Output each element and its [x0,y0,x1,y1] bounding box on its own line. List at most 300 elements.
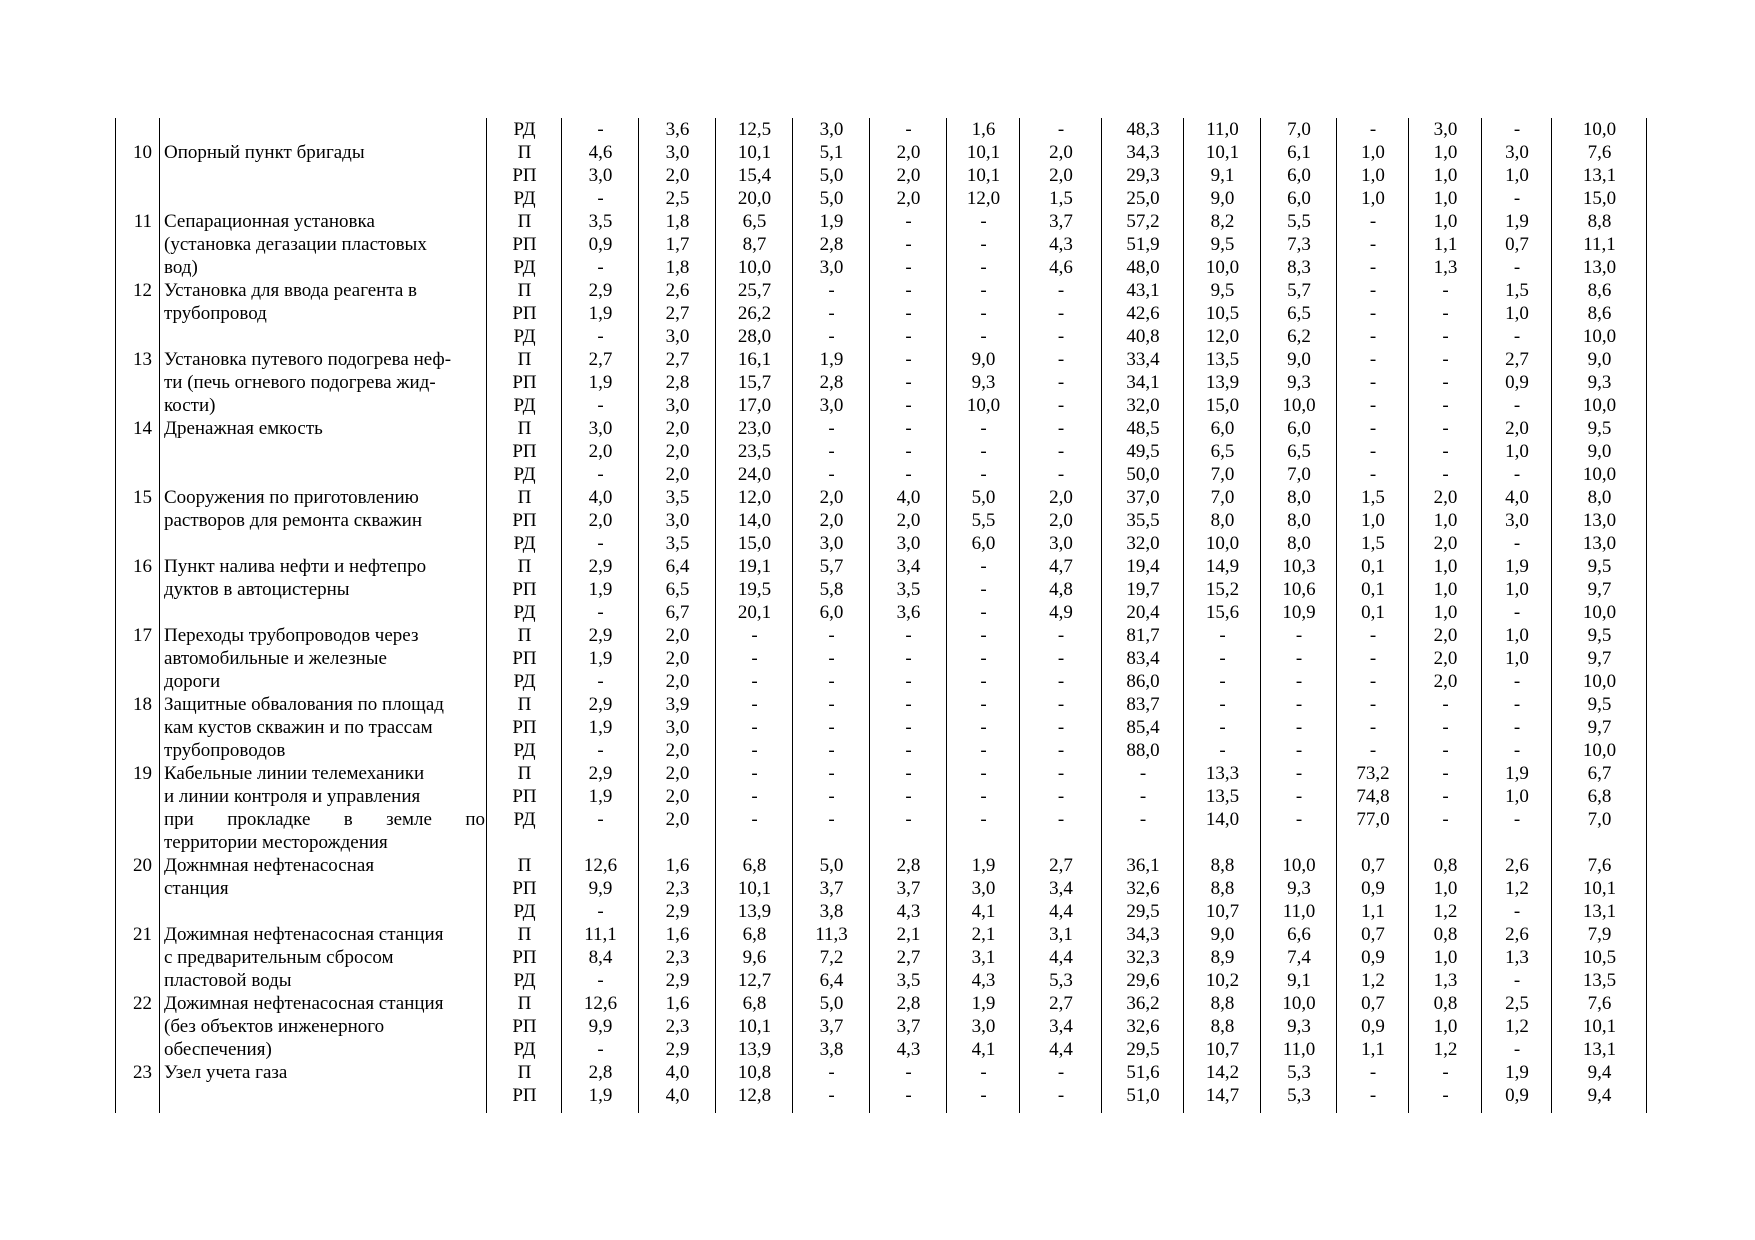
table-row [116,969,1647,992]
value-cell: 51,0 [1126,1085,1160,1106]
value-cell: - [751,648,758,669]
value-cell: - [1513,717,1521,738]
record-type: П [517,625,532,646]
value-cell: 1,6 [971,119,996,140]
value-cell: - [597,119,604,140]
value-cell: 10,1 [966,142,1001,163]
value-cell: - [828,694,835,715]
value-cell: 1,0 [1433,878,1458,899]
record-type: П [517,694,532,715]
value-cell: 1,9 [1505,763,1529,784]
value-cell: - [905,395,912,416]
value-cell: 3,0 [665,142,690,163]
value-cell: 81,7 [1126,625,1160,646]
value-cell: - [1442,694,1449,715]
value-cell: 1,9 [971,855,996,876]
value-cell: 2,3 [665,947,690,968]
value-cell: 1,0 [1433,579,1458,600]
row-number [116,118,160,141]
table-row [116,1084,1647,1107]
value-cell: - [828,1085,835,1106]
value-cell: - [1513,901,1521,922]
value-cell: 10,1 [966,165,1001,186]
value-cell: - [1513,1039,1521,1060]
value-cell: - [1057,326,1065,347]
object-name: Узел учета газа [164,1062,288,1083]
value-cell: - [1369,441,1377,462]
value-cell: 2,0 [588,510,613,531]
object-name: Пункт налива нефти и нефтепро [164,556,427,577]
value-cell: - [1513,257,1521,278]
value-cell: - [905,326,912,347]
value-cell: - [597,970,604,991]
value-cell: 2,0 [1433,625,1458,646]
object-name [160,1084,487,1107]
value-cell: 5,3 [1287,1085,1311,1106]
object-name [160,164,487,187]
data-table [116,118,1647,1113]
value-cell: 2,0 [665,648,690,669]
record-type: РД [513,119,536,140]
value-cell: - [980,211,987,232]
row-number [116,302,160,325]
value-cell: 10,5 [1582,947,1617,968]
row-number: 13 [133,349,152,370]
value-cell: 7,3 [1287,234,1311,255]
value-cell: - [1295,625,1303,646]
value-cell: 11,1 [1583,234,1616,255]
row-number [116,509,160,532]
row-number: 19 [133,763,152,784]
value-cell: - [1369,119,1377,140]
value-cell: - [1442,303,1449,324]
value-cell: 10,7 [1205,901,1240,922]
value-cell: - [1369,211,1377,232]
value-cell: 9,3 [1287,1016,1311,1037]
value-cell: 3,0 [819,533,844,554]
value-cell: - [980,280,987,301]
table-row [116,118,1647,141]
value-cell: 1,9 [588,717,613,738]
record-type: П [517,280,532,301]
object-name: и линии контроля и управления [164,786,421,807]
value-cell: - [1513,809,1521,830]
row-number [116,969,160,992]
value-cell: - [980,694,987,715]
value-cell: 85,4 [1126,717,1160,738]
value-cell: 2,8 [896,993,921,1014]
value-cell: 33,4 [1126,349,1160,370]
value-cell: 5,0 [819,165,844,186]
value-cell: 3,4 [1049,878,1073,899]
value-cell [1184,831,1261,854]
value-cell: - [1442,326,1449,347]
value-cell: - [1369,326,1377,347]
row-number [116,325,160,348]
value-cell: 8,8 [1210,878,1235,899]
value-cell: 5,0 [819,188,844,209]
value-cell: 0,1 [1361,556,1385,577]
value-cell: - [905,464,912,485]
value-cell: - [597,533,604,554]
value-cell: 9,5 [1210,280,1235,301]
value-cell: - [1219,648,1226,669]
value-cell: 10,9 [1282,602,1316,623]
value-cell: - [980,579,987,600]
object-name: (установка дегазации пластовых [164,234,427,255]
value-cell: - [1139,763,1147,784]
value-cell: 3,0 [971,1016,996,1037]
value-cell: 36,1 [1126,855,1160,876]
value-cell: 0,8 [1433,993,1458,1014]
value-cell: - [980,556,987,577]
row-number [116,601,160,624]
value-cell: 1,0 [1433,142,1458,163]
row-number [116,716,160,739]
row-number: 11 [133,211,152,232]
record-type: РД [513,326,536,347]
table-row [116,762,1647,785]
value-cell: 34,3 [1126,142,1160,163]
value-cell: - [1442,372,1449,393]
value-cell: - [751,809,758,830]
object-name: трубопроводов [164,740,286,761]
value-cell: 9,0 [1210,188,1235,209]
value-cell: 1,3 [1505,947,1529,968]
value-cell: 3,0 [1505,142,1529,163]
value-cell: 15,0 [737,533,772,554]
value-cell: 1,3 [1433,257,1458,278]
object-name: Установка путевого подогрева неф- [164,349,452,370]
value-cell: 1,0 [1433,188,1458,209]
value-cell: 3,5 [665,487,690,508]
value-cell: - [980,303,987,324]
value-cell: 2,0 [665,763,690,784]
value-cell: 11,3 [815,924,848,945]
value-cell: 2,0 [665,441,690,462]
value-cell: - [1057,119,1065,140]
value-cell: - [1057,464,1065,485]
value-cell: 13,9 [737,1039,772,1060]
record-type: П [517,418,532,439]
value-cell: - [1513,533,1521,554]
value-cell: 13,1 [1582,1039,1617,1060]
value-cell: - [905,211,912,232]
value-cell [1552,831,1647,854]
value-cell: - [1369,648,1377,669]
value-cell: 4,3 [896,901,921,922]
value-cell: - [1369,671,1377,692]
object-name: территории месторождения [164,832,388,853]
table-row [116,992,1647,1015]
value-cell: 15,7 [737,372,772,393]
table-row [116,348,1647,371]
value-cell: 1,0 [1505,579,1529,600]
record-type: П [517,855,532,876]
value-cell: - [597,188,604,209]
value-cell: - [828,809,835,830]
value-cell: 1,8 [665,257,690,278]
record-type: РД [513,188,536,209]
record-type: РП [512,878,537,899]
value-cell: 9,3 [1287,372,1311,393]
value-cell: 1,1 [1433,234,1458,255]
table-row [116,900,1647,923]
value-cell: - [1219,671,1226,692]
object-name: Дожнмная нефтенасосная [164,855,375,876]
value-cell: - [1057,648,1065,669]
value-cell: 32,0 [1126,533,1160,554]
value-cell: 3,0 [588,165,613,186]
value-cell: 9,0 [971,349,996,370]
value-cell: 12,0 [737,487,772,508]
table-row [116,578,1647,601]
table-row [116,417,1647,440]
value-cell: 1,0 [1505,625,1529,646]
value-cell: - [597,326,604,347]
record-type: РП [512,947,537,968]
row-number: 14 [133,418,152,439]
value-cell: 2,0 [896,510,921,531]
value-cell: 15,6 [1205,602,1240,623]
value-cell: 35,5 [1126,510,1160,531]
object-name: дороги [164,671,221,692]
value-cell: - [905,694,912,715]
value-cell [1261,831,1337,854]
record-type [487,831,562,854]
record-type: РД [513,970,536,991]
value-cell: 2,5 [1505,993,1529,1014]
row-number [116,532,160,555]
value-cell: 2,9 [665,1039,690,1060]
row-number: 22 [133,993,152,1014]
value-cell: 5,0 [819,993,844,1014]
value-cell: - [1513,602,1521,623]
value-cell: 15,0 [1205,395,1240,416]
value-cell: 10,0 [966,395,1001,416]
value-cell: 13,5 [1582,970,1617,991]
value-cell: 10,2 [1205,970,1240,991]
value-cell: 3,0 [819,119,844,140]
value-cell: 4,0 [665,1062,690,1083]
value-cell: - [905,763,912,784]
value-cell: - [905,648,912,669]
value-cell: 3,5 [896,970,921,991]
value-cell: - [597,901,604,922]
value-cell: 2,9 [588,280,613,301]
value-cell: 3,0 [1049,533,1073,554]
value-cell: 10,0 [1205,257,1240,278]
table-row [116,1015,1647,1038]
value-cell: 6,5 [665,579,690,600]
value-cell: 2,8 [819,372,844,393]
value-cell: - [980,418,987,439]
object-name [160,325,487,348]
value-cell [947,831,1020,854]
value-cell: 10,1 [1205,142,1240,163]
value-cell: - [751,625,758,646]
value-cell: 1,9 [819,349,844,370]
value-cell: 0,1 [1361,579,1385,600]
value-cell: 19,7 [1126,579,1160,600]
value-cell: 2,0 [1049,510,1073,531]
value-cell: 6,4 [819,970,844,991]
value-cell: 1,2 [1505,878,1529,899]
value-cell [562,831,639,854]
value-cell: - [1513,395,1521,416]
row-number: 18 [133,694,152,715]
table-row [116,463,1647,486]
value-cell: - [905,717,912,738]
value-cell: 8,0 [1587,487,1612,508]
value-cell: - [980,602,987,623]
row-number [116,785,160,808]
value-cell: 1,9 [588,648,613,669]
value-cell: 8,9 [1210,947,1235,968]
value-cell: 5,3 [1287,1062,1311,1083]
value-cell: 5,7 [1287,280,1311,301]
value-cell: - [828,648,835,669]
value-cell: 48,3 [1126,119,1160,140]
value-cell: 83,4 [1126,648,1160,669]
value-cell: 40,8 [1126,326,1160,347]
value-cell: 10,0 [1582,326,1617,347]
value-cell: - [905,786,912,807]
value-cell: 48,0 [1126,257,1160,278]
value-cell: - [980,648,987,669]
record-type: РП [512,579,537,600]
record-type: РП [512,165,537,186]
value-cell: - [905,740,912,761]
row-number: 21 [133,924,152,945]
value-cell: 29,5 [1126,1039,1160,1060]
value-cell: 29,5 [1126,901,1160,922]
value-cell: 73,2 [1356,763,1390,784]
value-cell: 57,2 [1126,211,1160,232]
value-cell: - [1442,280,1449,301]
value-cell: 14,0 [737,510,772,531]
value-cell: 32,6 [1126,878,1160,899]
value-cell: - [1139,786,1147,807]
value-cell: 4,0 [896,487,921,508]
value-cell: 15,0 [1582,188,1617,209]
value-cell: 10,1 [737,878,772,899]
record-type: РП [512,648,537,669]
value-cell: - [1057,740,1065,761]
value-cell: - [1057,671,1065,692]
value-cell: 2,0 [1433,487,1458,508]
value-cell: 32,6 [1126,1016,1160,1037]
value-cell: 43,1 [1126,280,1160,301]
value-cell: - [1442,740,1449,761]
value-cell: 4,3 [971,970,996,991]
object-name: при прокладке в земле по [164,809,485,830]
value-cell: 1,0 [1361,165,1385,186]
value-cell: 1,1 [1361,901,1385,922]
value-cell: 1,3 [1433,970,1458,991]
value-cell: - [1057,418,1065,439]
value-cell: 1,2 [1505,1016,1529,1037]
value-cell: 13,0 [1582,510,1617,531]
value-cell: - [751,786,758,807]
value-cell: 12,0 [1205,326,1240,347]
value-cell: - [1369,395,1377,416]
value-cell: 9,0 [1587,441,1612,462]
table-row [116,854,1647,877]
value-cell: 1,9 [588,303,613,324]
table-row [116,371,1647,394]
value-cell: 9,7 [1587,648,1612,669]
value-cell: 3,7 [1049,211,1073,232]
value-cell: 10,0 [1582,464,1617,485]
value-cell: - [1369,234,1377,255]
object-name [160,118,487,141]
value-cell: - [1057,372,1065,393]
value-cell: 7,6 [1587,993,1612,1014]
record-type: П [517,924,532,945]
value-cell: - [1513,119,1521,140]
row-number [116,256,160,279]
value-cell: 6,0 [1287,418,1311,439]
value-cell: 1,0 [1361,142,1385,163]
object-name: ти (печь огневого подогрева жид- [164,372,436,393]
value-cell: 9,1 [1287,970,1311,991]
value-cell: - [751,763,758,784]
value-cell: 1,0 [1433,556,1458,577]
value-cell: - [1369,418,1377,439]
value-cell: - [905,625,912,646]
table-row [116,1038,1647,1061]
value-cell: 4,6 [1049,257,1073,278]
value-cell: 8,0 [1287,487,1311,508]
object-name: станция [164,878,229,899]
value-cell: - [1057,717,1065,738]
value-cell: 10,8 [737,1062,772,1083]
value-cell: 6,8 [742,993,767,1014]
value-cell: 5,0 [971,487,996,508]
value-cell: 2,0 [1049,487,1073,508]
value-cell: 2,9 [588,763,613,784]
value-cell: - [597,464,604,485]
record-type: РД [513,395,536,416]
value-cell: 10,1 [1582,878,1617,899]
table-row [116,831,1647,854]
value-cell: 2,3 [665,1016,690,1037]
record-type: П [517,142,532,163]
value-cell: - [1369,349,1377,370]
value-cell: - [905,1085,912,1106]
value-cell: - [828,280,835,301]
value-cell: - [1219,740,1226,761]
value-cell: 74,8 [1356,786,1390,807]
value-cell: 1,0 [1433,165,1458,186]
value-cell: - [1369,694,1377,715]
value-cell: - [905,280,912,301]
value-cell: 6,6 [1287,924,1311,945]
value-cell: - [1442,349,1449,370]
value-cell: - [828,717,835,738]
object-name: с предварительным сбросом [164,947,394,968]
value-cell: 10,0 [1282,855,1316,876]
value-cell: 0,9 [588,234,613,255]
table-row [116,141,1647,164]
value-cell: 2,0 [896,188,921,209]
value-cell: 2,0 [1049,142,1073,163]
value-cell: - [1057,349,1065,370]
value-cell: 2,0 [1049,165,1073,186]
value-cell: 2,0 [1433,648,1458,669]
value-cell: 2,0 [665,418,690,439]
